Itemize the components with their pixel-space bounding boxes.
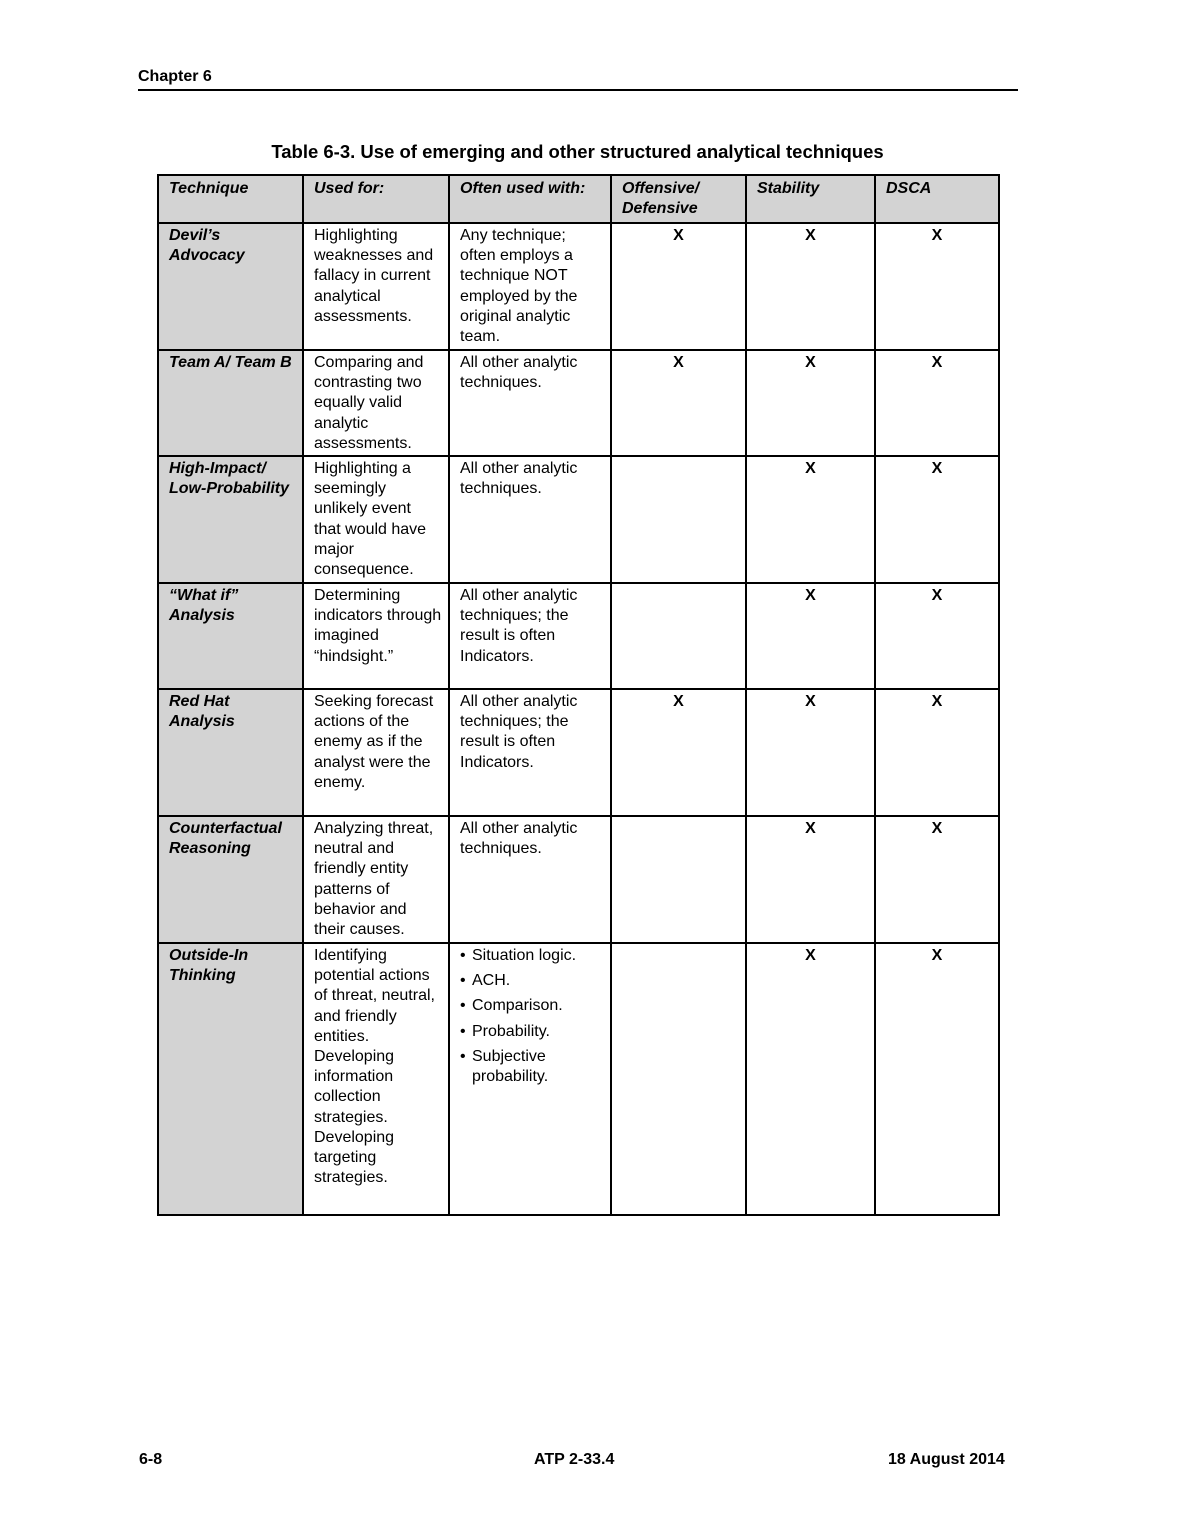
table-header-row: [158, 175, 999, 223]
stability-mark: X: [746, 350, 875, 456]
techniques-table: [157, 174, 1000, 1216]
bullet-item: • Probability.: [460, 1022, 604, 1042]
technique-cell: Outside-In Thinking: [158, 943, 303, 1215]
table-row: [158, 816, 999, 943]
offensive-mark: X: [611, 350, 746, 456]
technique-cell: Team A/ Team B: [158, 350, 303, 456]
column-header-technique: Technique: [158, 175, 303, 223]
column-header-stability: Stability: [746, 175, 875, 223]
bullet-item: • ACH.: [460, 971, 604, 991]
technique-cell: Red Hat Analysis: [158, 689, 303, 816]
dsca-mark: X: [875, 689, 999, 816]
table-row: [158, 350, 999, 456]
used-with-cell: Any technique; often employs a technique NOT employed by the original analytic team.: [449, 223, 611, 350]
technique-cell: “What if” Analysis: [158, 583, 303, 689]
dsca-mark: X: [875, 456, 999, 583]
table-row: [158, 689, 999, 816]
stability-mark: X: [746, 689, 875, 816]
technique-cell: Devil’s Advocacy: [158, 223, 303, 350]
footer-publication: ATP 2-33.4: [534, 1451, 615, 1468]
technique-cell: Counterfactual Reasoning: [158, 816, 303, 943]
footer-date: 18 August 2014: [888, 1451, 1005, 1468]
stability-mark: X: [746, 223, 875, 350]
dsca-mark: X: [875, 816, 999, 943]
footer-page-number: 6-8: [139, 1451, 163, 1468]
column-header-offensive-defensive: Offensive/ Defensive: [611, 175, 746, 223]
table-title: Table 6-3. Use of emerging and other structured analytical techniques: [271, 141, 884, 162]
used-with-cell: All other analytic techniques.: [449, 350, 611, 456]
column-header-used-with: Often used with:: [449, 175, 611, 223]
offensive-mark: X: [611, 689, 746, 816]
table-row: [158, 583, 999, 689]
stability-mark: X: [746, 583, 875, 689]
used-for-cell: Analyzing threat, neutral and friendly entity patterns of behavior and their causes.: [303, 816, 449, 943]
used-for-text: Identifying potential actions of threat, neutral, and friendly entities. Developing information collection strategies. Developing targeting strategies.: [314, 947, 435, 1187]
bullet-item: • Subjective probability.: [460, 1047, 604, 1087]
stability-mark: X: [746, 816, 875, 943]
used-for-cell: Highlighting a seemingly unlikely event that would have major consequence.: [303, 456, 449, 583]
offensive-mark: [611, 816, 746, 943]
offensive-mark: [611, 456, 746, 583]
bullet-item: • Comparison.: [460, 996, 604, 1016]
used-with-cell: All other analytic techniques; the result is often Indicators.: [449, 583, 611, 689]
offensive-mark: X: [611, 223, 746, 350]
dsca-mark: X: [875, 350, 999, 456]
used-with-cell: All other analytic techniques; the result is often Indicators.: [449, 689, 611, 816]
table-row: [158, 223, 999, 350]
used-with-cell: All other analytic techniques.: [449, 456, 611, 583]
used-for-cell: Comparing and contrasting two equally valid analytic assessments.: [303, 350, 449, 456]
table-row: [158, 943, 999, 1215]
dsca-mark: X: [875, 583, 999, 689]
dsca-mark: X: [875, 223, 999, 350]
table-row: [158, 456, 999, 583]
technique-cell: High-Impact/ Low-Probability: [158, 456, 303, 583]
used-for-cell: Determining indicators through imagined “hindsight.”: [303, 583, 449, 689]
stability-mark: X: [746, 456, 875, 583]
used-for-cell: [303, 943, 449, 1215]
used-with-cell: All other analytic techniques.: [449, 816, 611, 943]
used-for-cell: Seeking forecast actions of the enemy as if the analyst were the enemy.: [303, 689, 449, 816]
bullet-item: • Situation logic.: [460, 946, 604, 966]
offensive-mark: [611, 943, 746, 1215]
offensive-mark: [611, 583, 746, 689]
chapter-header: [138, 68, 1018, 91]
stability-mark: X: [746, 943, 875, 1215]
column-header-dsca: DSCA: [875, 175, 999, 223]
chapter-label: Chapter 6: [138, 68, 212, 85]
column-header-used-for: Used for:: [303, 175, 449, 223]
used-for-cell: Highlighting weaknesses and fallacy in current analytical assessments.: [303, 223, 449, 350]
used-with-bullet-list: [460, 946, 604, 1087]
used-with-cell: [449, 943, 611, 1215]
dsca-mark: X: [875, 943, 999, 1215]
